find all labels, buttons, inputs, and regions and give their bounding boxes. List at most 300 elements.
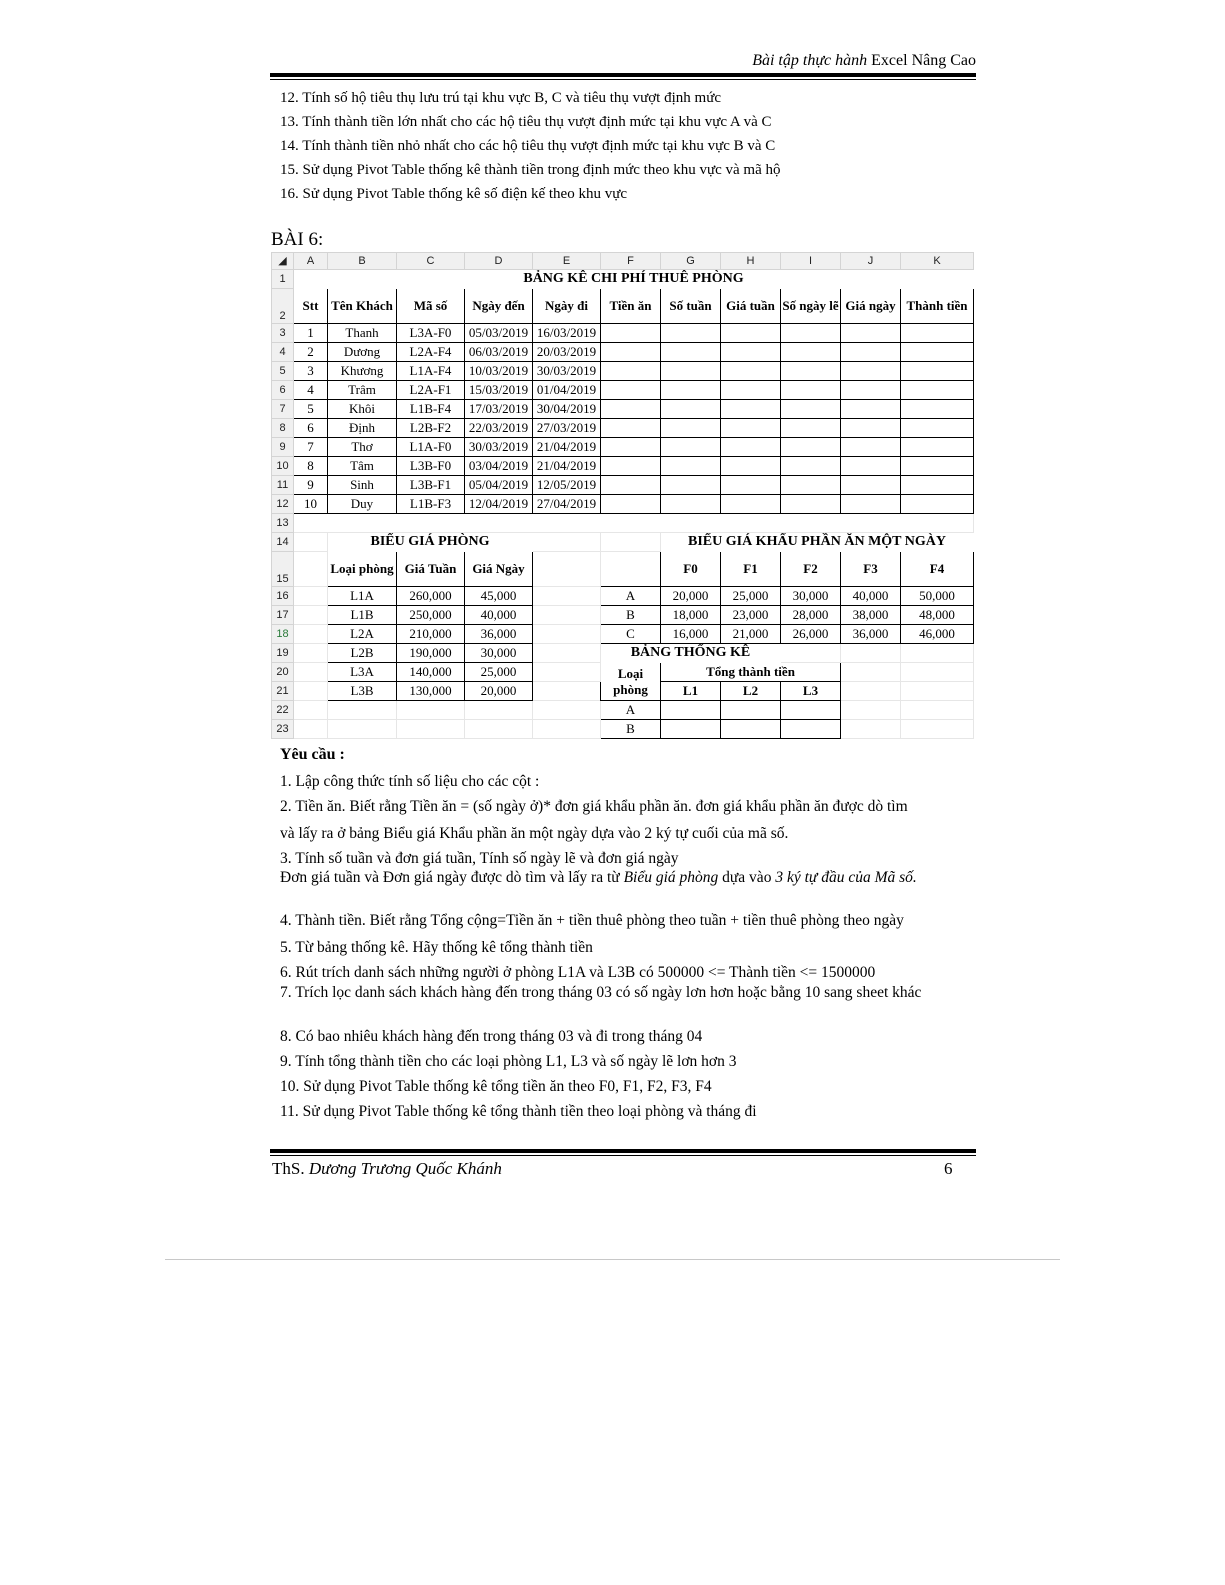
main-header-cell: Ngày đến	[465, 289, 533, 324]
cell[interactable]: 46,000	[901, 625, 974, 644]
cell[interactable]	[661, 362, 721, 381]
cell	[533, 587, 601, 606]
cell	[601, 533, 661, 552]
main-header-cell: Số ngày lẽ	[781, 289, 841, 324]
row-header[interactable]: 9	[272, 438, 294, 457]
cell[interactable]: 10	[294, 495, 328, 514]
cell[interactable]: 40,000	[465, 606, 533, 625]
cell	[533, 701, 601, 720]
sheet-row	[272, 552, 974, 587]
cell[interactable]	[661, 438, 721, 457]
cell[interactable]: 140,000	[397, 663, 465, 682]
cell[interactable]	[901, 343, 974, 362]
cell[interactable]: 21/04/2019	[533, 457, 601, 476]
food-header-cell: F4	[901, 552, 974, 587]
req3b-text: Đơn giá tuần và Đơn giá ngày được dò tìm và lấy ra từ	[280, 869, 624, 886]
header-rule-thin	[270, 79, 976, 80]
cell[interactable]: 190,000	[397, 644, 465, 663]
cell[interactable]: 26,000	[781, 625, 841, 644]
cell[interactable]: 40,000	[841, 587, 901, 606]
cell[interactable]: B	[601, 720, 661, 739]
food-header-cell: F3	[841, 552, 901, 587]
cell[interactable]	[781, 701, 841, 720]
cell[interactable]: L2A-F1	[397, 381, 465, 400]
cell	[533, 720, 601, 739]
cell[interactable]: L3B-F1	[397, 476, 465, 495]
spreadsheet-grid	[271, 252, 974, 739]
stat-col-header: L1	[661, 682, 721, 701]
cell[interactable]	[901, 381, 974, 400]
cell[interactable]: 27/03/2019	[533, 419, 601, 438]
cell[interactable]	[841, 400, 901, 419]
cell	[841, 701, 901, 720]
cell[interactable]	[721, 362, 781, 381]
cell[interactable]	[901, 457, 974, 476]
footer-rule-thin	[270, 1155, 976, 1156]
cell[interactable]: 05/04/2019	[465, 476, 533, 495]
cell[interactable]	[781, 720, 841, 739]
cell[interactable]	[721, 400, 781, 419]
main-header-cell: Số tuần	[661, 289, 721, 324]
table-row	[272, 362, 974, 381]
cell[interactable]	[841, 324, 901, 343]
cell[interactable]: 28,000	[781, 606, 841, 625]
cell[interactable]: Dương	[328, 343, 397, 362]
cell[interactable]: 17/03/2019	[465, 400, 533, 419]
cell[interactable]	[721, 438, 781, 457]
table-row	[272, 701, 974, 720]
row-header[interactable]: 18	[272, 625, 294, 644]
cell[interactable]: L1A	[328, 587, 397, 606]
cell	[294, 533, 328, 552]
cell[interactable]: 30,000	[781, 587, 841, 606]
cell[interactable]: L1B-F3	[397, 495, 465, 514]
row-header[interactable]: 3	[272, 324, 294, 343]
column-header[interactable]: G	[661, 253, 721, 270]
cell[interactable]: L1A-F4	[397, 362, 465, 381]
row-header[interactable]: 4	[272, 343, 294, 362]
cell[interactable]	[721, 419, 781, 438]
requirement: 9. Tính tổng thành tiền cho các loại phòng L1, L3 và số ngày lẽ lơn hơn 3	[280, 1053, 737, 1070]
cell[interactable]: L1B-F4	[397, 400, 465, 419]
cell	[328, 701, 397, 720]
cell[interactable]: 260,000	[397, 587, 465, 606]
cell[interactable]: 9	[294, 476, 328, 495]
cell[interactable]: 210,000	[397, 625, 465, 644]
cell[interactable]: L3B-F0	[397, 457, 465, 476]
cell[interactable]: 1	[294, 324, 328, 343]
cell[interactable]: A	[601, 587, 661, 606]
cell[interactable]: L1B	[328, 606, 397, 625]
cell[interactable]: 36,000	[465, 625, 533, 644]
main-header-cell: Mã số	[397, 289, 465, 324]
cell[interactable]: Duy	[328, 495, 397, 514]
cell[interactable]: 20/03/2019	[533, 343, 601, 362]
cell[interactable]	[721, 495, 781, 514]
cell[interactable]	[841, 362, 901, 381]
column-header[interactable]: B	[328, 253, 397, 270]
cell[interactable]: L2B	[328, 644, 397, 663]
sheet-row	[272, 270, 974, 289]
cell[interactable]: L3B	[328, 682, 397, 701]
row-header[interactable]: 11	[272, 476, 294, 495]
row-header[interactable]: 10	[272, 457, 294, 476]
footer-prefix: ThS.	[272, 1159, 309, 1178]
requirement: 3. Tính số tuần và đơn giá tuần, Tính số ngày lẽ và đơn giá ngày	[280, 850, 679, 867]
requirement	[280, 869, 960, 887]
cell[interactable]: L3A	[328, 663, 397, 682]
cell	[533, 625, 601, 644]
cell	[294, 663, 328, 682]
cell	[533, 533, 601, 552]
cell[interactable]: 38,000	[841, 606, 901, 625]
cell	[533, 552, 601, 587]
requirement: 1. Lập công thức tính số liệu cho các cột :	[280, 773, 540, 790]
table-row	[272, 381, 974, 400]
row-header[interactable]: 23	[272, 720, 294, 739]
sheet-row	[272, 289, 974, 324]
cell[interactable]	[841, 457, 901, 476]
cell	[533, 682, 601, 701]
room-header-cell: Giá Tuần	[397, 552, 465, 587]
column-header[interactable]: H	[721, 253, 781, 270]
cell[interactable]: 2	[294, 343, 328, 362]
cell[interactable]: Khương	[328, 362, 397, 381]
cell[interactable]: 20,000	[661, 587, 721, 606]
cell[interactable]	[781, 362, 841, 381]
cell[interactable]: 16,000	[661, 625, 721, 644]
req3b-italic: Biểu giá phòng	[623, 869, 719, 886]
footer-author	[272, 1159, 502, 1179]
cell[interactable]: 05/03/2019	[465, 324, 533, 343]
requirement: 7. Trích lọc danh sách khách hàng đến trong tháng 03 có số ngày lơn hơn hoặc bằng 10 sang sheet khác	[280, 984, 922, 1001]
cell[interactable]: 12/04/2019	[465, 495, 533, 514]
cell[interactable]: 21/04/2019	[533, 438, 601, 457]
footer-rule	[270, 1149, 976, 1153]
cell	[397, 701, 465, 720]
cell	[841, 720, 901, 739]
stat-header-total: Tổng thành tiền	[661, 663, 841, 682]
cell[interactable]: 01/04/2019	[533, 381, 601, 400]
cell	[533, 644, 601, 663]
list-item: 13. Tính thành tiền lớn nhất cho các hộ tiêu thụ vượt định mức tại khu vực A và C	[280, 114, 772, 130]
cell[interactable]	[901, 476, 974, 495]
requirement: 10. Sử dụng Pivot Table thống kê tổng tiền ăn theo F0, F1, F2, F3, F4	[280, 1078, 712, 1095]
cell[interactable]	[661, 476, 721, 495]
cell[interactable]	[901, 362, 974, 381]
running-header	[600, 52, 976, 70]
stat-table-title: BẢNG THỐNG KÊ	[630, 645, 751, 660]
cell[interactable]	[721, 343, 781, 362]
main-header-cell: Giá tuần	[721, 289, 781, 324]
table-row	[272, 438, 974, 457]
cell[interactable]: 48,000	[901, 606, 974, 625]
cell[interactable]: 27/04/2019	[533, 495, 601, 514]
row-header[interactable]: 14	[272, 533, 294, 552]
food-header-cell: F0	[661, 552, 721, 587]
cell	[901, 682, 974, 701]
cell[interactable]: 4	[294, 381, 328, 400]
cell[interactable]	[661, 400, 721, 419]
cell[interactable]	[601, 324, 661, 343]
cell[interactable]: Thơ	[328, 438, 397, 457]
cell	[294, 625, 328, 644]
cell[interactable]: 15/03/2019	[465, 381, 533, 400]
main-header-cell: Giá ngày	[841, 289, 901, 324]
cell[interactable]: 45,000	[465, 587, 533, 606]
cell[interactable]	[601, 381, 661, 400]
cell[interactable]: L2A-F4	[397, 343, 465, 362]
cell[interactable]: 20,000	[465, 682, 533, 701]
cell[interactable]: A	[601, 701, 661, 720]
table-row	[272, 644, 974, 663]
room-header-cell: Loại phòng	[328, 552, 397, 587]
cell[interactable]: B	[601, 606, 661, 625]
table-row	[272, 720, 974, 739]
cell[interactable]	[781, 438, 841, 457]
cell	[841, 663, 901, 682]
cell[interactable]	[781, 457, 841, 476]
row-header[interactable]: 15	[272, 552, 294, 587]
cell[interactable]	[601, 362, 661, 381]
cell	[294, 682, 328, 701]
column-header[interactable]: I	[781, 253, 841, 270]
row-header[interactable]: 7	[272, 400, 294, 419]
row-header[interactable]: 13	[272, 514, 294, 533]
cell[interactable]	[661, 343, 721, 362]
cell	[294, 606, 328, 625]
header-rule	[270, 73, 976, 77]
empty-row	[294, 514, 974, 533]
sheet-row	[272, 533, 974, 552]
cell[interactable]: 3	[294, 362, 328, 381]
header-title-rest: Excel Nâng Cao	[867, 52, 976, 69]
cell[interactable]	[901, 438, 974, 457]
cell[interactable]	[601, 343, 661, 362]
cell[interactable]: 250,000	[397, 606, 465, 625]
cell[interactable]: Định	[328, 419, 397, 438]
cell	[841, 682, 901, 701]
cell	[901, 720, 974, 739]
cell[interactable]	[841, 495, 901, 514]
cell	[397, 720, 465, 739]
cell[interactable]: L3A-F0	[397, 324, 465, 343]
cell[interactable]	[721, 381, 781, 400]
cell[interactable]: Thanh	[328, 324, 397, 343]
cell	[901, 701, 974, 720]
req3b-text: dựa vào	[718, 869, 776, 886]
column-header[interactable]: E	[533, 253, 601, 270]
cell	[901, 644, 974, 663]
list-item: 15. Sử dụng Pivot Table thống kê thành tiền trong định mức theo khu vực và mã hộ	[280, 162, 781, 178]
cell	[294, 644, 328, 663]
row-header[interactable]: 8	[272, 419, 294, 438]
cell[interactable]: 18,000	[661, 606, 721, 625]
cell[interactable]: 16/03/2019	[533, 324, 601, 343]
main-header-cell: Tên Khách	[328, 289, 397, 324]
cell[interactable]	[781, 419, 841, 438]
main-header-cell: Thành tiền	[901, 289, 974, 324]
cell[interactable]	[841, 343, 901, 362]
footer-name: Dương Trương Quốc Khánh	[308, 1159, 502, 1178]
table-row	[272, 606, 974, 625]
cell	[294, 552, 328, 587]
cell[interactable]	[841, 476, 901, 495]
cell[interactable]	[601, 400, 661, 419]
cell[interactable]: L2B-F2	[397, 419, 465, 438]
cell	[465, 701, 533, 720]
cell[interactable]: 03/04/2019	[465, 457, 533, 476]
cell[interactable]	[601, 457, 661, 476]
row-header[interactable]: 16	[272, 587, 294, 606]
cell[interactable]: 25,000	[465, 663, 533, 682]
req3b-italic: 3 ký tự đầu của Mã số.	[775, 869, 917, 886]
cell[interactable]	[661, 419, 721, 438]
column-header[interactable]: A	[294, 253, 328, 270]
cell[interactable]	[781, 381, 841, 400]
food-header-cell: F2	[781, 552, 841, 587]
column-header[interactable]: C	[397, 253, 465, 270]
cell[interactable]: L2A	[328, 625, 397, 644]
table-row	[272, 495, 974, 514]
list-item: 14. Tính thành tiền nhỏ nhất cho các hộ tiêu thụ vượt định mức tại khu vực B và C	[280, 138, 776, 154]
cell	[328, 720, 397, 739]
cell	[465, 720, 533, 739]
cell	[601, 552, 661, 587]
column-header[interactable]: D	[465, 253, 533, 270]
cell[interactable]: 25,000	[721, 587, 781, 606]
cell[interactable]: 12/05/2019	[533, 476, 601, 495]
table-row	[272, 419, 974, 438]
cell[interactable]	[721, 324, 781, 343]
cell[interactable]: 5	[294, 400, 328, 419]
requirement: 4. Thành tiền. Biết rằng Tổng cộng=Tiền ăn + tiền thuê phòng theo tuần + tiền thuê phòng theo ngày	[280, 912, 904, 929]
cell[interactable]: L1A-F0	[397, 438, 465, 457]
cell[interactable]: 21,000	[721, 625, 781, 644]
cell[interactable]	[661, 720, 721, 739]
cell[interactable]	[601, 419, 661, 438]
exercise-title: BÀI 6:	[271, 229, 324, 250]
cell[interactable]	[781, 476, 841, 495]
cell[interactable]	[661, 701, 721, 720]
main-header-cell: Ngày đi	[533, 289, 601, 324]
cell[interactable]	[601, 495, 661, 514]
column-header[interactable]: F	[601, 253, 661, 270]
column-header[interactable]: J	[841, 253, 901, 270]
table-row	[272, 625, 974, 644]
main-table-title: BẢNG KÊ CHI PHÍ THUÊ PHÒNG	[523, 271, 744, 286]
cell[interactable]	[601, 438, 661, 457]
cell[interactable]	[661, 381, 721, 400]
row-header[interactable]: 20	[272, 663, 294, 682]
main-header-cell: Tiền ăn	[601, 289, 661, 324]
cell[interactable]	[721, 720, 781, 739]
cell[interactable]: 8	[294, 457, 328, 476]
cell[interactable]: 22/03/2019	[465, 419, 533, 438]
cell[interactable]: C	[601, 625, 661, 644]
row-header[interactable]: 5	[272, 362, 294, 381]
cell[interactable]	[841, 438, 901, 457]
row-header[interactable]: 19	[272, 644, 294, 663]
row-header[interactable]: 12	[272, 495, 294, 514]
cell[interactable]: 23,000	[721, 606, 781, 625]
cell[interactable]	[781, 495, 841, 514]
cell[interactable]: 30/04/2019	[533, 400, 601, 419]
cell	[781, 644, 841, 663]
table-row	[272, 587, 974, 606]
row-header[interactable]: 21	[272, 682, 294, 701]
row-header[interactable]: 2	[272, 289, 294, 324]
cell[interactable]	[901, 419, 974, 438]
cell[interactable]: Trâm	[328, 381, 397, 400]
cell[interactable]	[721, 457, 781, 476]
header-title-italic: Bài tập thực hành	[752, 52, 868, 69]
cell[interactable]	[781, 343, 841, 362]
select-all-corner[interactable]: ◢	[272, 253, 294, 270]
table-row	[272, 343, 974, 362]
cell[interactable]	[661, 457, 721, 476]
cell	[294, 587, 328, 606]
cell[interactable]: 36,000	[841, 625, 901, 644]
cell	[533, 663, 601, 682]
cell[interactable]: 30,000	[465, 644, 533, 663]
cell[interactable]: 50,000	[901, 587, 974, 606]
cell[interactable]: 6	[294, 419, 328, 438]
cell[interactable]: 30/03/2019	[533, 362, 601, 381]
cell[interactable]: 06/03/2019	[465, 343, 533, 362]
table-row	[272, 663, 974, 682]
cell[interactable]	[901, 324, 974, 343]
cell[interactable]	[721, 476, 781, 495]
row-header[interactable]: 1	[272, 270, 294, 289]
cell[interactable]: Tâm	[328, 457, 397, 476]
requirement: 2. Tiền ăn. Biết rằng Tiền ăn = (số ngày ở)* đơn giá khẩu phần ăn. đơn giá khẩu phần ăn được dò tìm	[280, 798, 908, 815]
cell	[294, 720, 328, 739]
list-item: 16. Sử dụng Pivot Table thống kê số điện kế theo khu vực	[280, 186, 627, 202]
list-item: 12. Tính số hộ tiêu thụ lưu trú tại khu vực B, C và tiêu thụ vượt định mức	[280, 90, 721, 106]
cell[interactable]	[661, 324, 721, 343]
cell[interactable]	[901, 400, 974, 419]
row-header[interactable]: 6	[272, 381, 294, 400]
cell[interactable]: 130,000	[397, 682, 465, 701]
cell[interactable]	[781, 400, 841, 419]
requirement: 11. Sử dụng Pivot Table thống kê tổng thành tiền theo loại phòng và tháng đi	[280, 1103, 757, 1120]
cell[interactable]	[901, 495, 974, 514]
cell[interactable]: 10/03/2019	[465, 362, 533, 381]
requirement: và lấy ra ở bảng Biểu giá Khẩu phần ăn một ngày dựa vào 2 ký tự cuối của mã số.	[280, 825, 789, 842]
row-header[interactable]: 22	[272, 701, 294, 720]
cell[interactable]: 30/03/2019	[465, 438, 533, 457]
cell[interactable]	[841, 381, 901, 400]
cell[interactable]: Khôi	[328, 400, 397, 419]
cell[interactable]: 7	[294, 438, 328, 457]
cell	[533, 606, 601, 625]
table-row	[272, 476, 974, 495]
cell[interactable]	[601, 476, 661, 495]
cell[interactable]	[721, 701, 781, 720]
requirement: 5. Từ bảng thống kê. Hãy thống kê tổng thành tiền	[280, 939, 593, 956]
food-table-title: BIỂU GIÁ KHẨU PHẦN ĂN MỘT NGÀY	[688, 534, 946, 549]
cell[interactable]	[841, 419, 901, 438]
cell[interactable]: Sinh	[328, 476, 397, 495]
sheet-row	[272, 514, 974, 533]
cell[interactable]	[781, 324, 841, 343]
row-header[interactable]: 17	[272, 606, 294, 625]
cell[interactable]	[661, 495, 721, 514]
cell	[901, 663, 974, 682]
room-table-title: BIỂU GIÁ PHÒNG	[370, 534, 490, 549]
column-header[interactable]: K	[901, 253, 974, 270]
